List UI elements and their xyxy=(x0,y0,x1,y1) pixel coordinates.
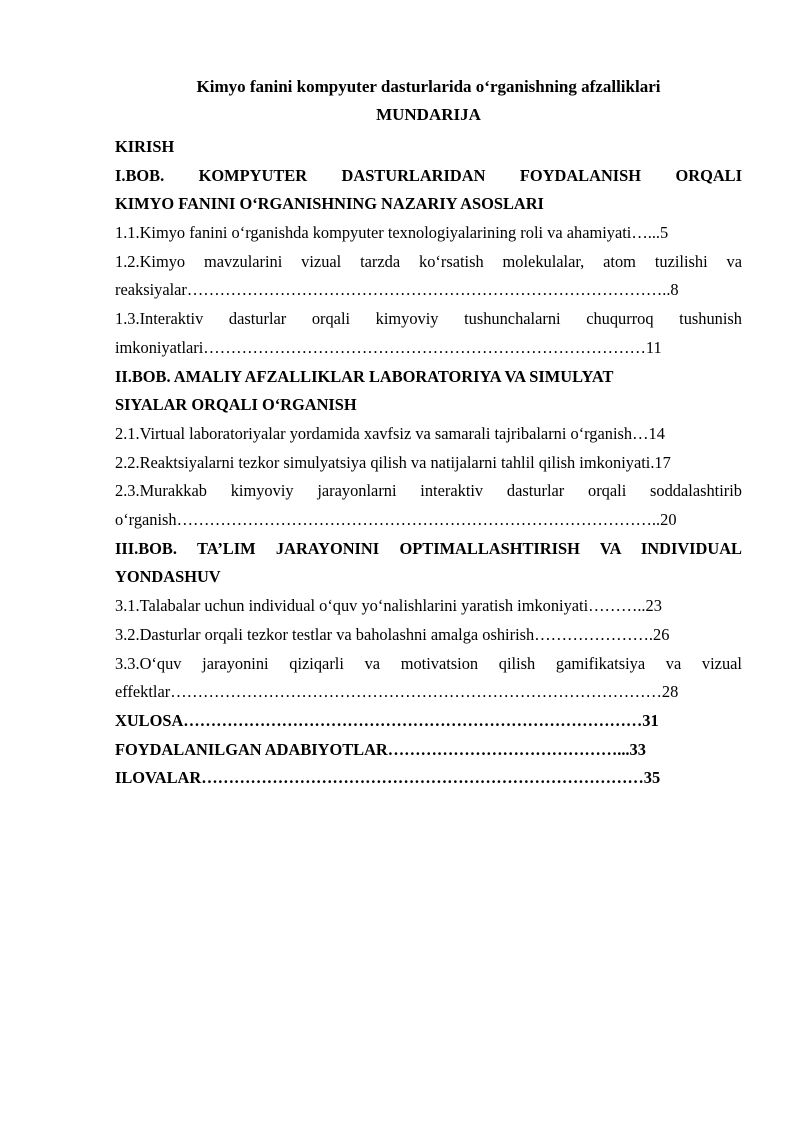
toc-line: 2.1.Virtual laboratoriyalar yordamida xavfsiz va samarali tajribalarni o‘rganish…14 xyxy=(115,423,665,443)
toc-line: 1.2.Kimyo mavzularini vizual tarzda ko‘rsatish molekulalar, atom tuzilishi va xyxy=(115,251,742,271)
table-of-contents xyxy=(115,77,742,793)
toc-line: imkoniyatlari………………………………………………………………………11 xyxy=(115,337,662,357)
toc-lines xyxy=(115,133,742,793)
toc-line: KIRISH xyxy=(115,137,175,156)
toc-line: YONDASHUV xyxy=(115,567,221,587)
toc-line: I.BOB. KOMPYUTER DASTURLARIDAN FOYDALANISH ORQALI xyxy=(115,165,742,185)
toc-line: o‘rganish……………………………………………………………………………..20 xyxy=(115,510,677,530)
toc-line: 1.3.Interaktiv dasturlar orqali kimyoviy tushunchalarni chuqurroq tushunish xyxy=(115,309,742,329)
toc-line: XULOSA…………………………………………………………………………31 xyxy=(115,710,659,730)
toc-line: effektlar………………………………………………………………………………28 xyxy=(115,682,679,702)
toc-line: reaksiyalar……………………………………………………………………………..8 xyxy=(115,280,679,300)
toc-line: 3.1.Talabalar uchun individual o‘quv yo‘nalishlarini yaratish imkoniyati………..23 xyxy=(115,596,662,616)
toc-line: 2.2.Reaktsiyalarni tezkor simulyatsiya qilish va natijalarni tahlil qilish imkoniyati.17 xyxy=(115,452,671,472)
toc-line: SIYALAR ORQALI O‘RGANISH xyxy=(115,395,357,415)
toc-line: FOYDALANILGAN ADABIYOTLAR……………………………………...33 xyxy=(115,739,646,759)
document-title: Kimyo fanini kompyuter dasturlarida o‘rganishning afzalliklari xyxy=(196,77,661,96)
toc-line: III.BOB. TA’LIM JARAYONINI OPTIMALLASHTIRISH VA INDIVIDUAL xyxy=(115,538,742,558)
toc-line: 3.2.Dasturlar orqali tezkor testlar va baholashni amalga oshirish………………….26 xyxy=(115,624,670,644)
toc-line: 1.1.Kimyo fanini o‘rganishda kompyuter texnologiyalarining roli va ahamiyati…...5 xyxy=(115,223,669,243)
toc-line: KIMYO FANINI O‘RGANISHNING NAZARIY ASOSLARI xyxy=(115,194,544,214)
toc-line: 3.3.O‘quv jarayonini qiziqarli va motivatsion qilish gamifikatsiya va vizual xyxy=(115,653,742,673)
toc-line: II.BOB. AMALIY AFZALLIKLAR LABORATORIYA VA SIMULYAT xyxy=(115,366,614,386)
toc-line: 2.3.Murakkab kimyoviy jarayonlarni interaktiv dasturlar orqali soddalashtirib xyxy=(115,481,742,501)
toc-line: ILOVALAR………………………………………………………………………35 xyxy=(115,768,661,788)
toc-heading: MUNDARIJA xyxy=(376,105,481,124)
